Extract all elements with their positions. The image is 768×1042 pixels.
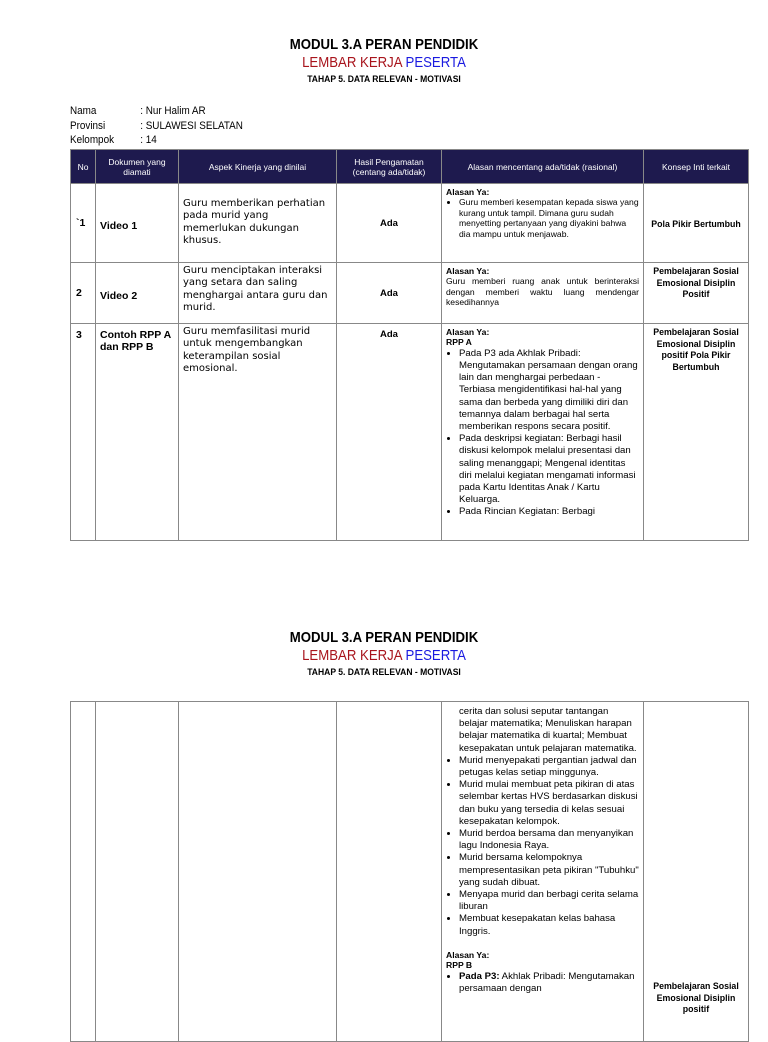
alasan-title: Alasan Ya: [446, 266, 490, 276]
row-no: 3 [71, 324, 96, 541]
tahap-label: TAHAP 5. DATA RELEVAN - MOTIVASI [307, 74, 461, 85]
row-aspek [179, 702, 337, 1042]
nama-label: Nama [70, 105, 97, 117]
list-item: • Murid mulai membuat peta pikiran di atas selembar kertas HVS berdasarkan diskusi dan buku yang tersedia di kelas sesuai kesepakatan kelompok. [459, 779, 639, 828]
row-konsep: Pembelajaran Sosial Emosional Disiplin positif [644, 702, 749, 1042]
header-aspek: Aspek Kinerja yang dinilai [179, 150, 337, 184]
list-item: • Murid menyepakati pergantian jadwal dan petugas kelas setiap minggunya. [459, 755, 639, 779]
list-item: • Murid bersama kelompoknya mempresentasikan peta pikiran "Tubuhku" yang sudah dibuat. [459, 852, 639, 889]
tahap-label: TAHAP 5. DATA RELEVAN - MOTIVASI [307, 667, 461, 678]
participant-info [70, 104, 243, 148]
subtitle-peserta: PESERTA [405, 647, 466, 664]
list-item: • Membuat kesepakatan kelas bahasa Inggris. [459, 913, 639, 937]
table-row [71, 184, 749, 263]
nama-value: : Nur Halim AR [140, 105, 206, 117]
header-no: No [71, 150, 96, 184]
page-title: MODUL 3.A PERAN PENDIDIK [289, 36, 479, 53]
list-item: • Pada P3 ada Akhlak Pribadi: Mengutamakan persamaan dengan orang lain dan menghargai perbedaan - Terbiasa mengidentifikasi hal-hal yang sama dan berbeda yang dimiliki diri dan temannya dalam berbagai hal serta memberikan respons secara positif. [459, 348, 639, 433]
row-aspek: Guru memberikan perhatian pada murid yang memerlukan dukungan khusus. [179, 184, 337, 263]
row-konsep: Pembelajaran Sosial Emosional Disiplin Positif [644, 263, 749, 324]
row-hasil: Ada [337, 263, 442, 324]
kelompok-value: : 14 [140, 134, 157, 146]
page-subtitle [46, 647, 722, 664]
alasan-subtitle: RPP A [446, 337, 472, 348]
row-no: 2 [71, 263, 96, 324]
alasan-title: Alasan Ya: [446, 327, 490, 337]
list-item: • Guru memberi kesempatan kepada siswa yang kurang untuk tampil. Dimana guru sudah menyetting pertanyaan yang diyakini bahwa dia mampu untuk menjawab. [459, 197, 639, 239]
row-aspek: Guru memfasilitasi murid untuk mengembangkan keterampilan sosial emosional. [179, 324, 337, 541]
header-konsep: Konsep Inti terkait [644, 150, 749, 184]
row-hasil [337, 702, 442, 1042]
alasan-title: Alasan Ya: [446, 187, 490, 197]
subtitle-lembar-kerja: LEMBAR KERJA [302, 54, 402, 71]
list-item: • Menyapa murid dan berbagi cerita selama liburan [459, 889, 639, 913]
page1-header [0, 36, 768, 85]
list-item [459, 971, 639, 995]
alasan-text: Guru memberi ruang anak untuk berinteraksi dengan memberi waktu luang mendengar kesedihannya [446, 276, 639, 308]
row-dokumen: Video 2 [96, 263, 179, 324]
row-aspek: Guru menciptakan interaksi yang setara dan saling menghargai antara guru dan murid. [179, 263, 337, 324]
subtitle-lembar-kerja: LEMBAR KERJA [302, 647, 402, 664]
row-alasan [442, 324, 644, 541]
table-row [71, 702, 749, 1042]
list-item: • Pada Rincian Kegiatan: Berbagi [459, 506, 639, 518]
table-row [71, 324, 749, 541]
provinsi-value: : SULAWESI SELATAN [140, 119, 243, 132]
row-alasan [442, 184, 644, 263]
row-dokumen [96, 702, 179, 1042]
alasan-list-rpp-b [446, 971, 639, 995]
row-no [71, 702, 96, 1042]
row-alasan [442, 702, 644, 1042]
kelompok-label: Kelompok [70, 134, 115, 146]
worksheet-table [70, 149, 749, 541]
alasan-list [446, 755, 639, 938]
row-alasan [442, 263, 644, 324]
alasan-list [446, 348, 639, 519]
header-dokumen: Dokumen yang diamati [96, 150, 179, 184]
page-title: MODUL 3.A PERAN PENDIDIK [289, 629, 479, 646]
row-konsep: Pola Pikir Bertumbuh [644, 184, 749, 263]
row-no: `1 [71, 184, 96, 263]
list-item: • Pada deskripsi kegiatan: Berbagi hasil diskusi kelompok melalui presentasi dan saling menanggapi; Mengenal identitas diri melalui kegiatan mengamati informasi pada Kartu Identitas Anak / Kartu Keluarga. [459, 433, 639, 506]
page2-header [0, 629, 768, 678]
alasan-subtitle: RPP B [446, 960, 473, 971]
subtitle-peserta: PESERTA [405, 54, 466, 71]
alasan-continued-text: cerita dan solusi seputar tantangan belajar matematika; Menuliskan harapan belajar matematika di kuartal; Membuat kesepakatan untuk pelajaran matematika. [459, 706, 637, 754]
table-row [71, 263, 749, 324]
row-konsep: Pembelajaran Sosial Emosional Disiplin positif Pola Pikir Bertumbuh [644, 324, 749, 541]
header-hasil: Hasil Pengamatan (centang ada/tidak) [337, 150, 442, 184]
rppb-label: Pada P3: [459, 970, 500, 982]
row-dokumen: Video 1 [96, 184, 179, 263]
row-dokumen: Contoh RPP A dan RPP B [96, 324, 179, 541]
rppb-text: Akhlak Pribadi: Mengutamakan persamaan dengan [459, 970, 635, 994]
row-hasil: Ada [337, 184, 442, 263]
provinsi-label: Provinsi [70, 119, 106, 132]
alasan-title: Alasan Ya: [446, 949, 490, 960]
alasan-list [446, 197, 639, 239]
row-hasil: Ada [337, 324, 442, 541]
page-subtitle [46, 54, 722, 71]
list-item: • Murid berdoa bersama dan menyanyikan lagu Indonesia Raya. [459, 828, 639, 852]
table-header-row [71, 150, 749, 184]
worksheet-table-continued [70, 701, 749, 1042]
header-alasan: Alasan mencentang ada/tidak (rasional) [442, 150, 644, 184]
